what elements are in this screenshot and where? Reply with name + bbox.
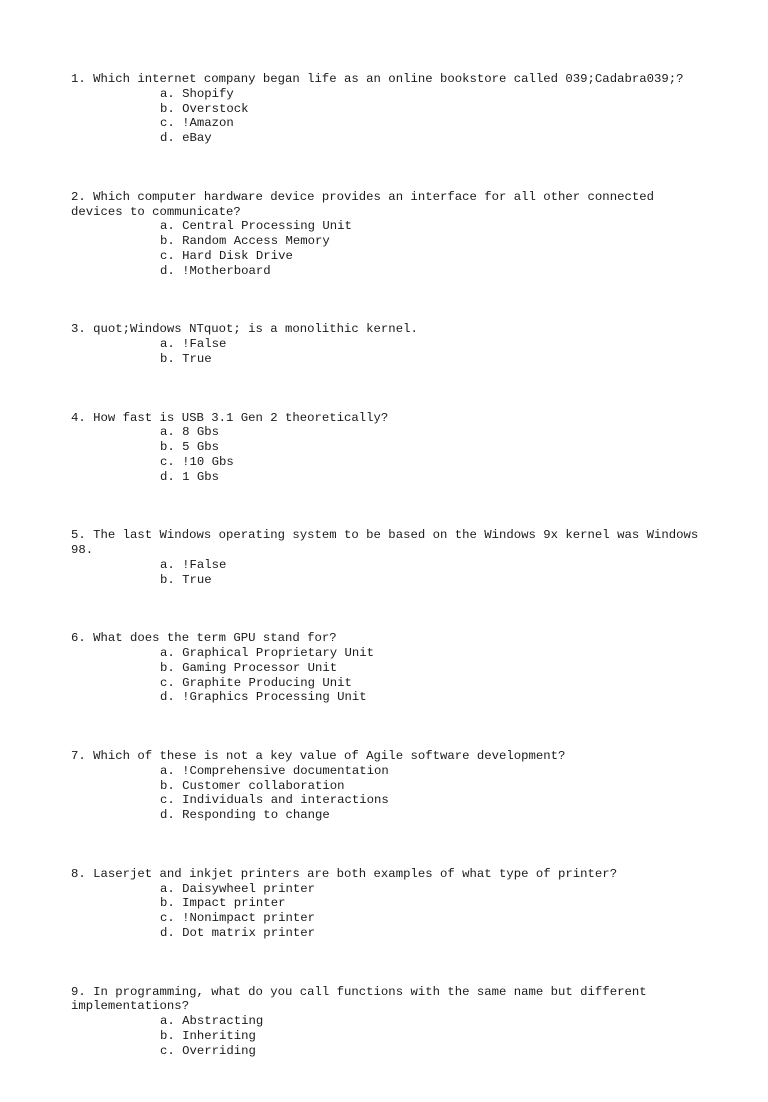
answer-option: a. !False <box>160 337 227 351</box>
answer-option: c. Individuals and interactions <box>160 793 389 808</box>
question-text: 9. In programming, what do you call functions with the same name but different implementations? <box>71 984 654 1014</box>
question-text: 5. The last Windows operating system to be based on the Windows 9x kernel was Windows 98. <box>71 528 706 557</box>
question-text: 2. Which computer hardware device provides an interface for all other connected devices to communicate? <box>71 189 662 219</box>
answer-option: b. Customer collaboration <box>160 778 345 793</box>
answer-option: d. eBay <box>160 131 212 145</box>
question-6 <box>71 631 711 705</box>
answer-option: d. !Graphics Processing Unit <box>160 690 367 705</box>
answer-option: a. 8 Gbs <box>160 425 220 440</box>
answer-option: b. Impact printer <box>160 896 286 911</box>
answer-option: a. Central Processing Unit <box>160 219 352 234</box>
question-4 <box>71 411 711 485</box>
answer-option: a. Daisywheel printer <box>160 881 315 896</box>
answer-option: a. Abstracting <box>160 1014 264 1028</box>
answer-option: c. Hard Disk Drive <box>160 248 293 263</box>
answer-option: b. 5 Gbs <box>160 440 220 454</box>
question-9 <box>71 985 711 1059</box>
question-text: 3. quot;Windows NTquot; is a monolithic kernel. <box>71 322 418 337</box>
answer-option: d. !Motherboard <box>160 263 271 278</box>
question-7 <box>71 749 711 823</box>
question-2 <box>71 190 711 279</box>
answer-option: d. 1 Gbs <box>160 469 220 484</box>
question-3 <box>71 322 711 366</box>
answer-option: d. Responding to change <box>160 808 330 822</box>
answer-option: c. !Amazon <box>160 116 234 131</box>
answer-option: b. Inheriting <box>160 1028 256 1043</box>
question-8 <box>71 867 711 941</box>
answer-option: a. !False <box>160 557 227 572</box>
answer-option: c. Overriding <box>160 1043 256 1058</box>
answer-option: b. True <box>160 351 212 366</box>
quiz-document <box>71 72 711 1102</box>
answer-option: c. !Nonimpact printer <box>160 911 315 925</box>
answer-option: a. !Comprehensive documentation <box>160 763 389 778</box>
question-text: 7. Which of these is not a key value of Agile software development? <box>71 749 566 763</box>
answer-option: b. True <box>160 572 212 587</box>
answer-option: c. !10 Gbs <box>160 454 234 469</box>
question-text: 4. How fast is USB 3.1 Gen 2 theoretically? <box>71 410 389 425</box>
answer-option: b. Overstock <box>160 101 249 116</box>
answer-option: c. Graphite Producing Unit <box>160 675 352 690</box>
question-1 <box>71 72 711 146</box>
question-5 <box>71 528 711 587</box>
answer-option: a. Shopify <box>160 86 234 101</box>
question-text: 8. Laserjet and inkjet printers are both examples of what type of printer? <box>71 866 618 881</box>
answer-option: b. Random Access Memory <box>160 234 330 248</box>
answer-option: a. Graphical Proprietary Unit <box>160 646 375 660</box>
answer-option: d. Dot matrix printer <box>160 925 315 940</box>
question-text: 6. What does the term GPU stand for? <box>71 631 337 646</box>
answer-option: b. Gaming Processor Unit <box>160 660 338 675</box>
question-text: 1. Which internet company began life as an online bookstore called 039;Cadabra039;? <box>71 72 684 86</box>
